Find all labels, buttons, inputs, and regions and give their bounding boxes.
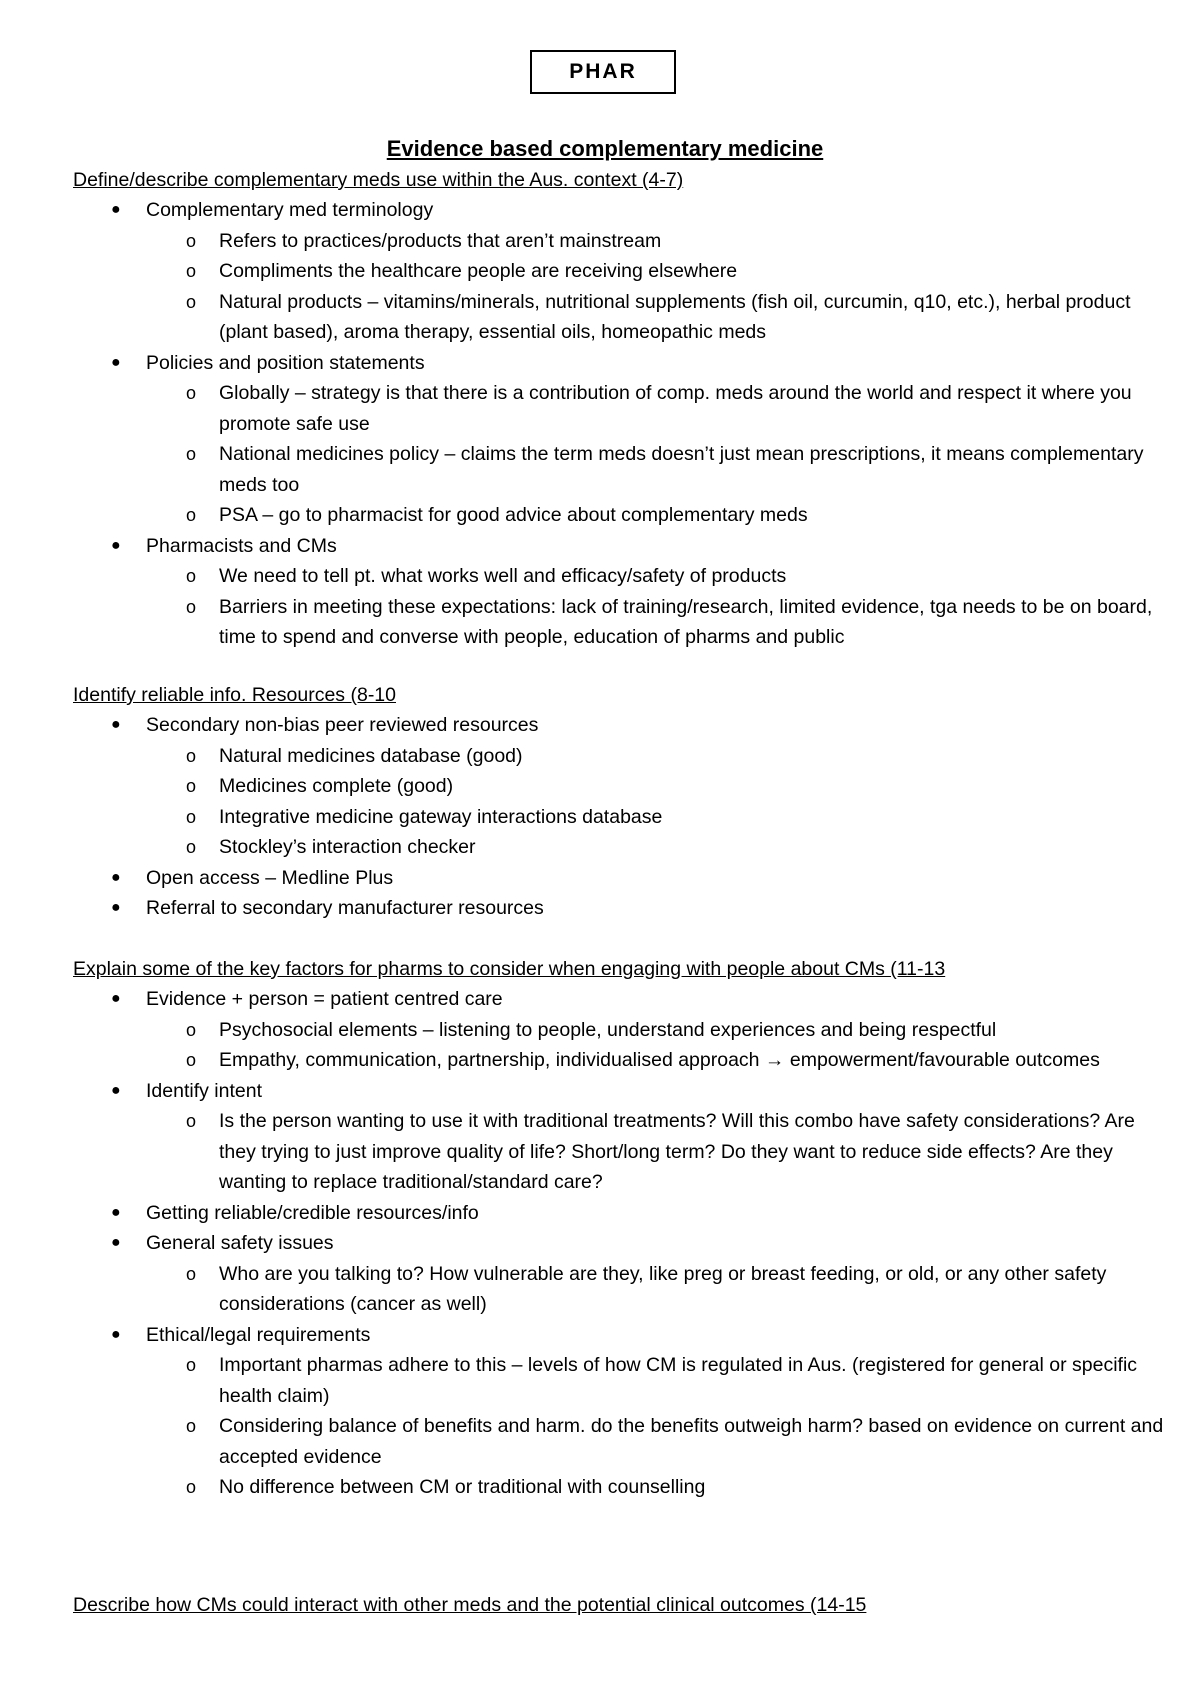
- list-item: [73, 195, 1173, 348]
- bullet-icon: ●: [111, 716, 121, 733]
- sub-list-item-text: No difference between CM or traditional with counselling: [219, 1476, 706, 1498]
- list-item-text: Secondary non-bias peer reviewed resources: [146, 714, 539, 736]
- circle-bullet-icon: o: [186, 444, 197, 464]
- sub-list: [146, 226, 1173, 348]
- sub-list-item-text: Empathy, communication, partnership, individualised approach → empowerment/favourable outcomes: [219, 1049, 1100, 1071]
- list-item-text: Referral to secondary manufacturer resources: [146, 897, 544, 919]
- sub-list-item: [146, 561, 1173, 592]
- bullet-icon: ●: [111, 990, 121, 1007]
- section-heading: Define/describe complementary meds use within the Aus. context (4-7): [73, 169, 684, 191]
- list-item: [73, 1076, 1173, 1198]
- sub-list-item: [146, 1411, 1173, 1472]
- sub-list-item: [146, 439, 1173, 500]
- sub-list-item: [146, 378, 1173, 439]
- sub-list-item: [146, 741, 1173, 772]
- bullet-icon: ●: [111, 1234, 121, 1251]
- sub-list-item-text: Considering balance of benefits and harm. do the benefits outweigh harm? based on evidence on current and accepted evidence: [219, 1415, 1164, 1468]
- list-item-text: General safety issues: [146, 1232, 334, 1254]
- circle-bullet-icon: o: [186, 776, 197, 796]
- circle-bullet-icon: o: [186, 806, 197, 827]
- sub-list-item-text: National medicines policy – claims the term meds doesn’t just mean prescriptions, it means complementary meds too: [219, 443, 1144, 496]
- bullet-icon: ●: [111, 353, 121, 371]
- sub-list-item: [146, 832, 1173, 863]
- list-item: [73, 710, 1173, 863]
- circle-bullet-icon: o: [186, 261, 197, 281]
- circle-bullet-icon: o: [186, 596, 197, 617]
- circle-bullet-icon: o: [186, 291, 197, 312]
- section-interactions: [73, 1590, 1173, 1620]
- sub-list-item: [146, 592, 1173, 653]
- sub-list-item-text: Compliments the healthcare people are receiving elsewhere: [219, 260, 738, 282]
- bullet-icon: ●: [111, 1081, 121, 1099]
- sub-list-item: [146, 771, 1173, 802]
- sub-list-item: [146, 802, 1173, 833]
- sub-list-item: [146, 1045, 1173, 1076]
- section-heading: Identify reliable info. Resources (8-10: [73, 684, 396, 706]
- sub-list-item-text: Barriers in meeting these expectations: lack of training/research, limited evidence, tga needs to be on board, time to spend and converse with people, education of pharms and public: [219, 595, 1153, 648]
- list-item: [73, 984, 1173, 1076]
- list-item-text: Identify intent: [146, 1079, 262, 1102]
- list-item-text: Policies and position statements: [146, 351, 425, 374]
- section-heading: Describe how CMs could interact with other meds and the potential clinical outcomes (14-15: [73, 1594, 867, 1616]
- circle-bullet-icon: o: [186, 1416, 197, 1436]
- circle-bullet-icon: o: [186, 1050, 197, 1070]
- sub-list-item-text: Medicines complete (good): [219, 775, 454, 797]
- section-resources: [73, 680, 1173, 924]
- sub-list-item-text: Natural medicines database (good): [219, 744, 523, 767]
- sub-list: [146, 1015, 1173, 1076]
- sub-list-item: [146, 256, 1173, 287]
- bullet-list: [73, 710, 1173, 924]
- sub-list-item-text: Integrative medicine gateway interactions database: [219, 805, 663, 828]
- sub-list-item: [146, 1259, 1173, 1320]
- sub-list-item-text: Important pharmas adhere to this – levels of how CM is regulated in Aus. (registered for general or specific health claim): [219, 1354, 1138, 1407]
- list-item: [73, 348, 1173, 531]
- circle-bullet-icon: o: [186, 1355, 197, 1375]
- bullet-icon: ●: [111, 868, 121, 886]
- list-item-text: Getting reliable/credible resources/info: [146, 1201, 479, 1224]
- sub-list-item: [146, 1350, 1173, 1411]
- sub-list-item-text: Who are you talking to? How vulnerable are they, like preg or breast feeding, or old, or any other safety considerations (cancer as well): [219, 1262, 1107, 1315]
- sub-list-item-text: Is the person wanting to use it with traditional treatments? Will this combo have safety considerations? Are they trying to just improve quality of life? Short/long term? Do they want to reduce side effects? Are they wanting to replace traditional/standard care?: [219, 1110, 1135, 1193]
- list-item-text: Ethical/legal requirements: [146, 1323, 371, 1346]
- circle-bullet-icon: o: [186, 230, 197, 251]
- bullet-icon: ●: [111, 1325, 121, 1343]
- circle-bullet-icon: o: [186, 1019, 197, 1040]
- list-item-text: Complementary med terminology: [146, 199, 434, 221]
- course-code-box: PHAR: [530, 50, 676, 94]
- section-key-factors: [73, 954, 1173, 1503]
- sub-list-item: [146, 226, 1173, 257]
- list-item: [73, 863, 1173, 894]
- sub-list-item: [146, 500, 1173, 531]
- sub-list: [146, 1350, 1173, 1503]
- list-item: [73, 893, 1173, 924]
- list-item-text: Evidence + person = patient centred care: [146, 988, 503, 1010]
- circle-bullet-icon: o: [186, 1477, 197, 1497]
- list-item-text: Open access – Medline Plus: [146, 866, 394, 889]
- bullet-icon: ●: [111, 899, 121, 916]
- sub-list-item-text: We need to tell pt. what works well and efficacy/safety of products: [219, 565, 787, 587]
- document-title: Evidence based complementary medicine: [386, 136, 824, 161]
- circle-bullet-icon: o: [186, 837, 197, 857]
- sub-list-item: [146, 287, 1173, 348]
- sub-list: [146, 378, 1173, 531]
- circle-bullet-icon: o: [186, 1263, 197, 1284]
- sub-list-item: [146, 1015, 1173, 1046]
- list-item: [73, 531, 1173, 653]
- sub-list-item-text: Stockley’s interaction checker: [219, 836, 476, 858]
- list-item: [73, 1198, 1173, 1229]
- sub-list: [146, 1259, 1173, 1320]
- sub-list-item: [146, 1106, 1173, 1198]
- sub-list-item-text: Psychosocial elements – listening to people, understand experiences and being respectful: [219, 1018, 997, 1041]
- sub-list-item: [146, 1472, 1173, 1503]
- circle-bullet-icon: o: [186, 566, 197, 586]
- bullet-icon: ●: [111, 201, 121, 218]
- circle-bullet-icon: o: [186, 745, 197, 766]
- list-item-text: Pharmacists and CMs: [146, 534, 337, 557]
- section-define: [73, 165, 1173, 653]
- list-item: [73, 1320, 1173, 1503]
- sub-list: [146, 561, 1173, 653]
- sub-list-item-text: Globally – strategy is that there is a contribution of comp. meds around the world and respect it where you promote safe use: [219, 382, 1132, 435]
- circle-bullet-icon: o: [186, 1111, 197, 1131]
- bullet-list: [73, 195, 1173, 653]
- bullet-icon: ●: [111, 1203, 121, 1221]
- bullet-list: [73, 984, 1173, 1503]
- sub-list-item-text: PSA – go to pharmacist for good advice about complementary meds: [219, 504, 808, 526]
- sub-list-item-text: Refers to practices/products that aren’t mainstream: [219, 229, 662, 252]
- sub-list-item-text: Natural products – vitamins/minerals, nutritional supplements (fish oil, curcumin, q10, etc.), herbal product (plant based), aroma therapy, essential oils, homeopathic meds: [219, 290, 1131, 343]
- circle-bullet-icon: o: [186, 505, 197, 525]
- list-item: [73, 1228, 1173, 1320]
- sub-list: [146, 741, 1173, 863]
- section-heading: Explain some of the key factors for pharms to consider when engaging with people about CMs (11-13: [73, 958, 946, 980]
- circle-bullet-icon: o: [186, 383, 197, 403]
- bullet-icon: ●: [111, 536, 121, 554]
- sub-list: [146, 1106, 1173, 1198]
